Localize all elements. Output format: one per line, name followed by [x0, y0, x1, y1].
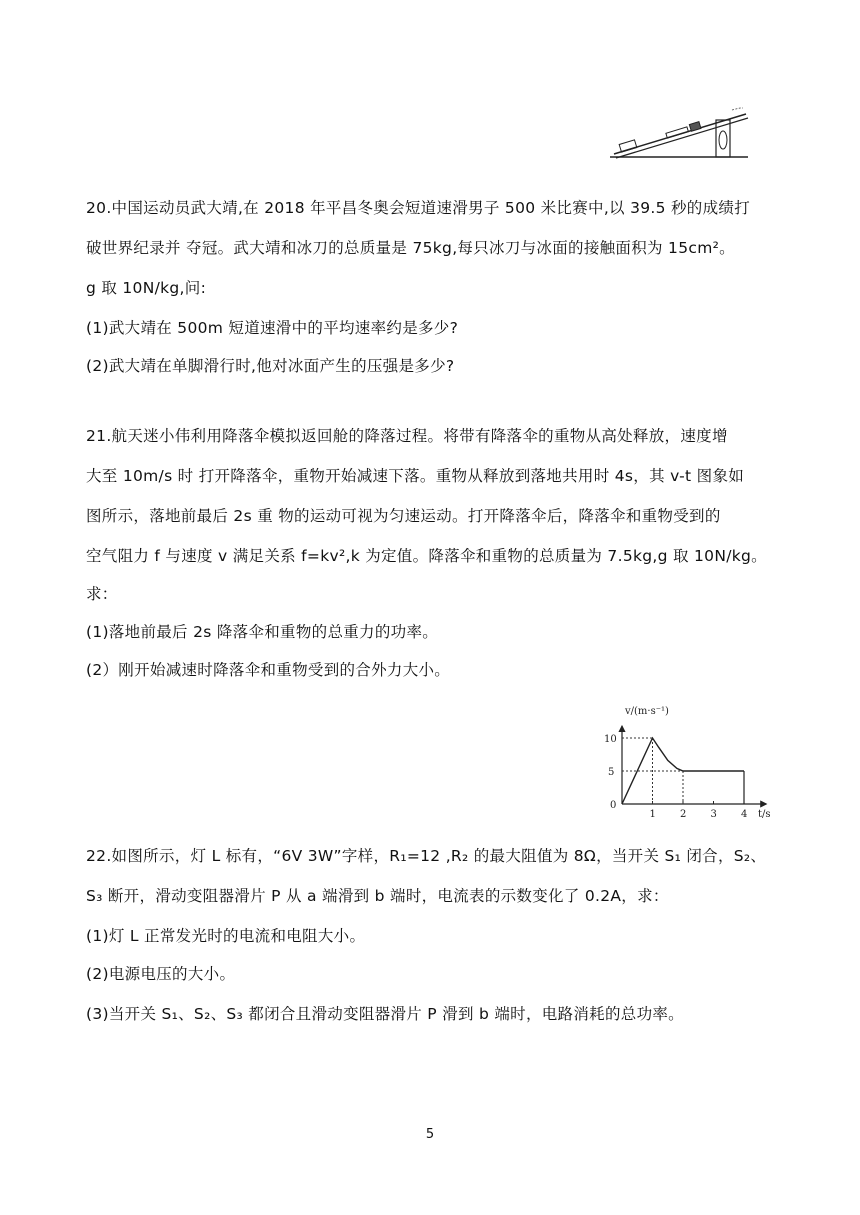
q20-line-1: 20.中国运动员武大靖,在 2018 年平昌冬奥会短道速滑男子 500 米比赛中,以 39.5 秒的成绩打 [86, 199, 751, 217]
incline-figure [608, 102, 758, 162]
q21-line-2: 大至 10m/s 时 打开降落伞，重物开始减速下落。重物从释放到落地共用时 4s，其 v-t 图象如 [86, 467, 745, 485]
q22-line-2: S₃ 断开，滑动变阻器滑片 P 从 a 端滑到 b 端时，电流表的示数变化了 0.2A，求： [86, 887, 669, 905]
q20-subquestion-2: (2)武大靖在单脚滑行时,他对冰面产生的压强是多少? [86, 357, 455, 375]
q20-subquestion-1: (1)武大靖在 500m 短道速滑中的平均速率约是多少? [86, 319, 459, 337]
q21-subquestion-1: (1)落地前最后 2s 降落伞和重物的总重力的功率。 [86, 623, 439, 641]
q21-line-3: 图所示，落地前最后 2s 重 物的运动可视为匀速运动。打开降落伞后，降落伞和重物受到的 [86, 507, 721, 525]
y-tick-label: 5 [608, 767, 615, 778]
y-axis-label: v/(m·s⁻¹) [625, 706, 669, 717]
q21-line-5: 求： [86, 585, 118, 603]
q22-line-1: 22.如图所示，灯 L 标有，“6V 3W”字样，R₁=12 ,R₂ 的最大阻值为 8Ω，当开关 S₁ 闭合，S₂、 [86, 847, 767, 865]
q20-line-3: g 取 10N/kg,问: [86, 279, 207, 297]
origin-label: 0 [610, 800, 617, 811]
y-tick-label: 10 [604, 734, 617, 745]
x-axis-label: t/s [758, 809, 771, 820]
q22-subquestion-3: (3)当开关 S₁、S₂、S₃ 都闭合且滑动变阻器滑片 P 滑到 b 端时，电路消耗的总功率。 [86, 1005, 684, 1023]
q22-subquestion-1: (1)灯 L 正常发光时的电流和电阻大小。 [86, 927, 366, 945]
q21-line-4: 空气阻力 f 与速度 v 满足关系 f=kv²,k 为定值。降落伞和重物的总质量为 7.5kg,g 取 10N/kg。 [86, 547, 767, 565]
q21-subquestion-2: (2）刚开始减速时降落伞和重物受到的合外力大小。 [86, 661, 451, 679]
q20-line-2: 破世界纪录并 夺冠。武大靖和冰刀的总质量是 75kg,每只冰刀与冰面的接触面积为 15cm²。 [86, 239, 735, 257]
q22-subquestion-2: (2)电源电压的大小。 [86, 965, 236, 983]
page-number: 5 [425, 1127, 435, 1142]
x-tick-label: 2 [680, 809, 687, 820]
velocity-series-line [622, 738, 744, 804]
q21-line-1: 21.航天迷小伟利用降落伞模拟返回舱的降落过程。将带有降落伞的重物从高处释放，速度增 [86, 427, 728, 445]
x-tick-label: 1 [649, 809, 656, 820]
vt-graph [600, 700, 780, 825]
x-tick-label: 4 [741, 809, 748, 820]
x-tick-label: 3 [710, 809, 717, 820]
